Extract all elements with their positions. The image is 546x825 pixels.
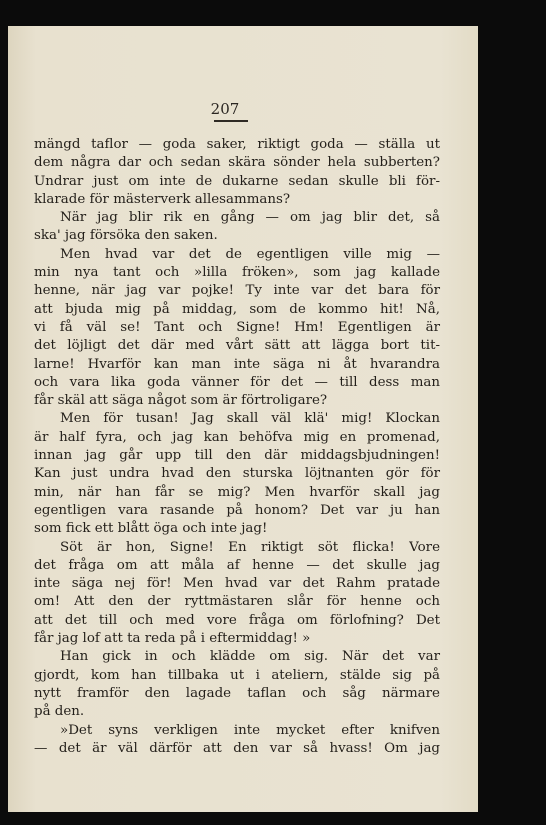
text-line: — det är väl därför att den var så hvass! Om jag <box>34 740 440 756</box>
text-line: vi få väl se! Tant och Signe! Hm! Egentligen är <box>34 319 440 335</box>
text-line: »Det syns verkligen inte mycket efter knifven <box>60 722 440 738</box>
text-line: får jag lof att ta reda på i eftermiddag! » <box>34 631 311 647</box>
text-line: klarade för mästerverk allesammans? <box>34 191 291 207</box>
text-line: och vara lika goda vänner för det — till dess man <box>34 374 440 390</box>
text-line: får skäl att säga något som är förtroligare? <box>34 393 328 409</box>
text-line: innan jag går upp till den där middagsbjudningen! <box>34 448 440 464</box>
text-line: Han gick in och klädde om sig. När det var <box>60 649 440 665</box>
text-line: på den. <box>34 704 85 720</box>
book-page <box>8 26 478 812</box>
text-line: är half fyra, och jag kan behöfva mig en promenad, <box>34 429 440 445</box>
text-line: nytt framför den lagade taflan och såg närmare <box>34 685 440 701</box>
text-line: dem några dar och sedan skära sönder hela subberten? <box>34 155 440 171</box>
text-line: Kan just undra hvad den sturska löjtnanten gör för <box>34 466 440 482</box>
text-line: När jag blir rik en gång — om jag blir det, så <box>60 210 440 226</box>
text-line: som fick ett blått öga och inte jag! <box>34 521 268 537</box>
text-line: Undrar just om inte de dukarne sedan skulle bli för- <box>34 173 440 189</box>
text-line: min nya tant och »lilla fröken», som jag kallade <box>34 265 440 281</box>
text-line: Söt är hon, Signe! En riktigt söt flicka! Vore <box>60 539 440 555</box>
text-line: gjordt, kom han tillbaka ut i ateliern, stälde sig på <box>34 667 440 683</box>
body-text <box>34 136 440 758</box>
text-line: egentligen vara rasande på honom? Det var ju han <box>34 502 440 518</box>
page-number-rule <box>214 120 248 122</box>
text-line: larne! Hvarför kan man inte säga ni åt hvarandra <box>34 356 440 372</box>
text-line: det löjligt det där med vårt sätt att lägga bort tit- <box>34 338 440 354</box>
text-line: mängd taflor — goda saker, riktigt goda — ställa ut <box>34 137 440 152</box>
text-line: om! Att den der ryttmästaren slår för henne och <box>34 594 440 610</box>
text-line: Men hvad var det de egentligen ville mig — <box>60 246 440 262</box>
text-line: att bjuda mig på middag, som de kommo hit! Nå, <box>34 301 440 317</box>
text-line: Men för tusan! Jag skall väl klä' mig! Klockan <box>60 411 440 427</box>
text-line: henne, när jag var pojke! Ty inte var det bara för <box>34 283 440 299</box>
text-line: att det till och med vore fråga om förlofning? Det <box>34 612 440 628</box>
text-line: min, när han får se mig? Men hvarför skall jag <box>34 484 440 500</box>
page-number: 207 <box>210 100 240 118</box>
text-line: ska' jag försöka den saken. <box>34 228 218 244</box>
text-line: det fråga om att måla af henne — det skulle jag <box>34 557 440 573</box>
text-line: inte säga nej för! Men hvad var det Rahm pratade <box>34 576 440 592</box>
